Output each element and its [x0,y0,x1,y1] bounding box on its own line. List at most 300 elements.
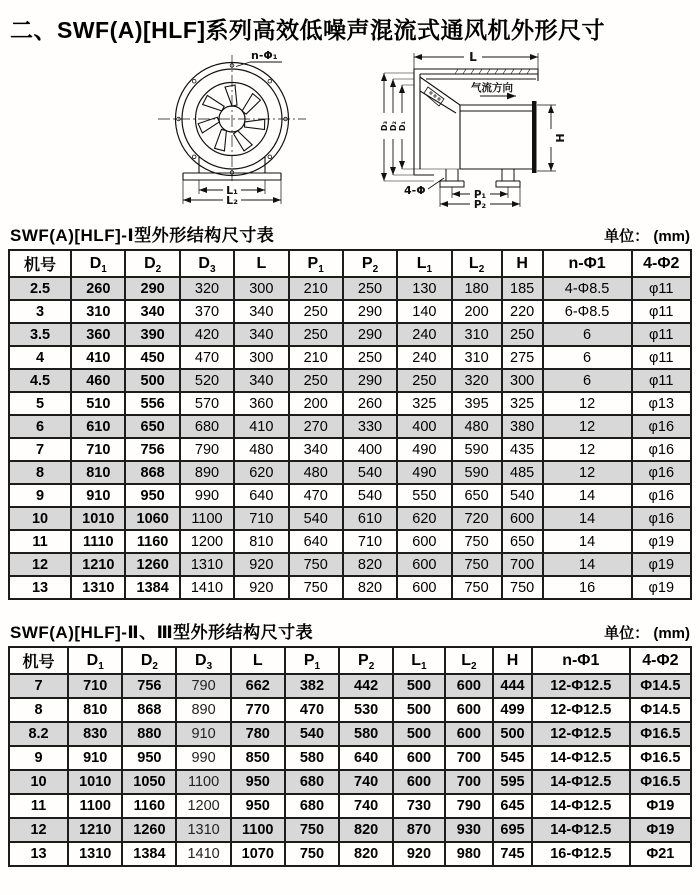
table-cell: 360 [71,323,125,346]
table-cell: 320 [452,369,502,392]
column-header: $D_1$ [71,250,125,277]
table-cell: 1070 [231,842,285,866]
table-cell: 210 [289,346,343,369]
table-cell: 12-Φ12.5 [532,698,630,722]
table-cell: 820 [339,842,393,866]
table-cell: 14 [543,484,632,507]
table-cell: 710 [71,438,125,461]
dim-label-d3: D₃ [380,120,389,132]
table-cell: 600 [397,530,451,553]
table-row [9,722,691,746]
table-cell: 250 [289,300,343,323]
dim-label-d2: D₂ [389,120,398,132]
table-row [9,323,691,346]
column-header: 机号 [9,647,68,674]
table-cell: 680 [180,415,234,438]
table-cell: 750 [289,553,343,576]
column-header: $L_2$ [452,250,502,277]
table-cell: 710 [234,507,288,530]
table-cell: 740 [339,794,393,818]
table-cell: 500 [393,722,444,746]
table-cell: 1160 [125,530,179,553]
table-cell: 7 [9,674,68,698]
table-cell: 680 [285,770,339,794]
table-cell: 610 [71,415,125,438]
table-cell: 645 [493,794,532,818]
table-row [9,698,691,722]
table-cell: 590 [452,461,502,484]
column-header: $D_3$ [180,250,234,277]
table-cell: 810 [71,461,125,484]
table-cell: 750 [289,576,343,599]
table-cell: 868 [125,461,179,484]
table-cell: Φ14.5 [630,674,691,698]
table-cell: φ16 [632,415,691,438]
table-cell: φ19 [632,530,691,553]
table-cell: 480 [452,415,502,438]
table-cell: 12 [543,461,632,484]
table-cell: 810 [234,530,288,553]
table-cell: Φ21 [630,842,691,866]
table-cell: 750 [502,576,543,599]
table-cell: 600 [445,674,494,698]
table-cell: 810 [68,698,122,722]
header-row [9,647,691,674]
table-cell: 550 [397,484,451,507]
table-cell: 600 [445,722,494,746]
table-cell: 370 [180,300,234,323]
table-cell: 340 [125,300,179,323]
table-cell: 290 [343,369,397,392]
table-row [9,392,691,415]
table-cell: 310 [452,323,502,346]
page-title: 二、SWF(A)[HLF]系列高效低噪声混流式通风机外形尺寸 [10,17,606,43]
table-cell: 650 [502,530,543,553]
table-cell: 1310 [71,576,125,599]
table-cell: φ11 [632,323,691,346]
table-row [9,277,691,300]
table-cell: 750 [452,530,502,553]
table-cell: 10 [9,507,71,530]
table-cell: 1260 [122,818,176,842]
table-cell: 910 [71,484,125,507]
fan-front-view-drawing [124,47,342,211]
table-cell: 650 [125,415,179,438]
table-cell: 500 [125,369,179,392]
table-cell: 3 [9,300,71,323]
table-cell: 250 [397,369,451,392]
table-cell: 8 [9,698,68,722]
table-cell: 980 [445,842,494,866]
table-cell: 1010 [71,507,125,530]
column-header: L [231,647,285,674]
table-cell: 200 [452,300,502,323]
column-header: $P_2$ [343,250,397,277]
table-cell: 11 [9,794,68,818]
table-cell: φ16 [632,507,691,530]
table-cell: 600 [502,507,543,530]
table-cell: 8.2 [9,722,68,746]
table-cell: 410 [71,346,125,369]
table-cell: 8 [9,461,71,484]
table-cell: 700 [445,746,494,770]
table-cell: 920 [234,553,288,576]
type2-3-dimensions-table [8,646,692,867]
table-cell: 730 [393,794,444,818]
table-cell: 12-Φ12.5 [532,722,630,746]
table-cell: 1310 [180,553,234,576]
table-cell: 850 [231,746,285,770]
table-cell: 12 [543,392,632,415]
table-cell: Φ19 [630,818,691,842]
table-cell: 570 [180,392,234,415]
table-cell: Φ16.5 [630,746,691,770]
table-cell: 750 [285,842,339,866]
table-cell: 745 [493,842,532,866]
table-cell: 500 [393,674,444,698]
table-cell: 470 [285,698,339,722]
table-row [9,415,691,438]
column-header: $P_2$ [339,647,393,674]
table-cell: 890 [180,461,234,484]
table-row [9,346,691,369]
column-header: $P_1$ [289,250,343,277]
table-cell: 9 [9,746,68,770]
table-cell: 7 [9,438,71,461]
table-cell: 260 [71,277,125,300]
table-cell: 662 [231,674,285,698]
table-cell: 330 [343,415,397,438]
table-cell: 910 [176,722,230,746]
table-cell: 250 [289,369,343,392]
table-cell: 756 [122,674,176,698]
table-cell: 290 [343,300,397,323]
table-cell: 300 [234,346,288,369]
table-row [9,461,691,484]
table-cell: 400 [397,415,451,438]
table-cell: 580 [339,722,393,746]
table-cell: 340 [234,369,288,392]
bolt-circle-label: n-Φ₁ [251,49,278,62]
table-cell: φ11 [632,346,691,369]
table-cell: 545 [493,746,532,770]
dim-label-l2: L₂ [226,194,238,207]
table-cell: 4 [9,346,71,369]
table-cell: 12 [543,415,632,438]
table-cell: 2.5 [9,277,71,300]
table-cell: φ11 [632,300,691,323]
table-cell: 710 [343,530,397,553]
table-cell: 310 [71,300,125,323]
table-cell: 240 [397,323,451,346]
table-cell: 340 [289,438,343,461]
table-cell: 435 [502,438,543,461]
table-cell: 1100 [180,507,234,530]
table-cell: 1210 [71,553,125,576]
table-cell: 1100 [68,794,122,818]
table-cell: 1310 [176,818,230,842]
table-cell: 950 [231,770,285,794]
table-cell: 1200 [180,530,234,553]
table-cell: 270 [289,415,343,438]
table-cell: 790 [445,794,494,818]
table-cell: 480 [234,438,288,461]
table-cell: 640 [234,484,288,507]
table-cell: 11 [9,530,71,553]
table-cell: 600 [397,553,451,576]
table-cell: 325 [397,392,451,415]
table-cell: 382 [285,674,339,698]
table-cell: 485 [502,461,543,484]
table-cell: 310 [452,346,502,369]
table-cell: Φ16.5 [630,770,691,794]
table-cell: 500 [393,698,444,722]
table-row [9,794,691,818]
table-cell: 250 [343,346,397,369]
table-row [9,369,691,392]
column-header: $L_2$ [445,647,494,674]
table-cell: 320 [180,277,234,300]
table-cell: 750 [452,553,502,576]
table-cell: 14-Φ12.5 [532,818,630,842]
table-cell: φ16 [632,484,691,507]
table-cell: 680 [285,794,339,818]
column-header: $P_1$ [285,647,339,674]
table-row [9,484,691,507]
table-cell: 420 [180,323,234,346]
column-header: 4-Φ2 [632,250,691,277]
table-cell: 260 [343,392,397,415]
table-row [9,300,691,323]
table-cell: 130 [397,277,451,300]
table-cell: 650 [452,484,502,507]
table-cell: 300 [502,369,543,392]
column-header: $D_3$ [176,647,230,674]
table-cell: 12 [9,553,71,576]
table-cell: 400 [343,438,397,461]
table-cell: 6 [9,415,71,438]
dim-label-h: H [554,133,567,143]
table-cell: Φ16.5 [630,722,691,746]
table1-unit-label: 单位： (mm) [604,228,690,245]
table-cell: 185 [502,277,543,300]
table-cell: 770 [231,698,285,722]
table-cell: 180 [452,277,502,300]
table-cell: 830 [68,722,122,746]
table-cell: 275 [502,346,543,369]
table-cell: 14 [543,530,632,553]
table-cell: 290 [343,323,397,346]
table-cell: 530 [339,698,393,722]
table-cell: 930 [445,818,494,842]
table-cell: φ19 [632,576,691,599]
table-cell: 16 [543,576,632,599]
table-row [9,674,691,698]
table-cell: 1010 [68,770,122,794]
column-header: 4-Φ2 [630,647,691,674]
table-cell: 600 [393,770,444,794]
column-header: H [493,647,532,674]
table-cell: 870 [393,818,444,842]
table-cell: 200 [289,392,343,415]
table-cell: 250 [289,323,343,346]
dim-label-l1: L₁ [226,184,238,197]
table-cell: 590 [452,438,502,461]
table-row [9,576,691,599]
table-cell: 6-Φ8.5 [543,300,632,323]
table-cell: 790 [176,674,230,698]
table-cell: 5 [9,392,71,415]
column-header: n-Φ1 [532,647,630,674]
table-cell: 990 [176,746,230,770]
table-cell: 890 [176,698,230,722]
table-cell: 540 [343,461,397,484]
table2-caption-row [10,618,690,643]
table-cell: 3.5 [9,323,71,346]
table-cell: 1384 [122,842,176,866]
column-header: L [234,250,288,277]
table-cell: 340 [234,323,288,346]
table-cell: 640 [339,746,393,770]
table-cell: 300 [234,277,288,300]
table-cell: 490 [397,461,451,484]
table-row [9,553,691,576]
table-cell: 1060 [125,507,179,530]
table-cell: 950 [231,794,285,818]
table-cell: 14-Φ12.5 [532,770,630,794]
table-cell: 6 [543,323,632,346]
table-cell: 1260 [125,553,179,576]
table-row [9,842,691,866]
table-cell: 580 [285,746,339,770]
table-cell: 6 [543,369,632,392]
table1-title: SWF(A)[HLF]-Ⅰ型外形结构尺寸表 [10,226,275,245]
table-cell: 9 [9,484,71,507]
column-header: n-Φ1 [543,250,632,277]
table-cell: 220 [502,300,543,323]
table-cell: 444 [493,674,532,698]
table-cell: 480 [289,461,343,484]
table-cell: 868 [122,698,176,722]
table-cell: 750 [452,576,502,599]
table-cell: 410 [234,415,288,438]
table-cell: 500 [493,722,532,746]
table-cell: 820 [343,576,397,599]
table-cell: 540 [289,507,343,530]
table-cell: 4-Φ8.5 [543,277,632,300]
table-cell: 710 [68,674,122,698]
table-cell: 1410 [180,576,234,599]
table-cell: 700 [502,553,543,576]
table-cell: 14-Φ12.5 [532,746,630,770]
type1-dimensions-table [8,249,692,600]
table-cell: 750 [285,818,339,842]
foot-bolt-label: 4-Φ [404,184,426,197]
table-cell: 950 [125,484,179,507]
technical-drawings [8,47,692,215]
table-cell: 470 [180,346,234,369]
table-cell: 695 [493,818,532,842]
table-cell: 790 [180,438,234,461]
table-cell: 12 [543,438,632,461]
table-cell: 210 [289,277,343,300]
table-cell: 1384 [125,576,179,599]
table-cell: φ13 [632,392,691,415]
table-cell: 4.5 [9,369,71,392]
table-cell: 910 [68,746,122,770]
table-cell: 16-Φ12.5 [532,842,630,866]
table-cell: 740 [339,770,393,794]
table-cell: Φ14.5 [630,698,691,722]
table-cell: 10 [9,770,68,794]
table-cell: 6 [543,346,632,369]
table-cell: 470 [289,484,343,507]
table-cell: 990 [180,484,234,507]
table-row [9,818,691,842]
table-cell: 1050 [122,770,176,794]
table-cell: 540 [285,722,339,746]
table-cell: 325 [502,392,543,415]
table-cell: 540 [502,484,543,507]
table-cell: 1160 [122,794,176,818]
column-header: $L_1$ [397,250,451,277]
table-cell: 950 [122,746,176,770]
table-cell: 390 [125,323,179,346]
table-cell: 490 [397,438,451,461]
table-cell: 880 [122,722,176,746]
table-cell: 920 [234,576,288,599]
header-row [9,250,691,277]
table-cell: 720 [452,507,502,530]
table-cell: 595 [493,770,532,794]
table-cell: 442 [339,674,393,698]
table-cell: 1210 [68,818,122,842]
table2-unit-label: 单位： (mm) [604,625,690,642]
table-cell: 13 [9,576,71,599]
table-row [9,507,691,530]
column-header: $L_1$ [393,647,444,674]
table-cell: 1110 [71,530,125,553]
table-cell: 620 [397,507,451,530]
table-cell: 380 [502,415,543,438]
table1-caption-row [10,221,690,246]
table-cell: 460 [71,369,125,392]
table-cell: 1200 [176,794,230,818]
table-cell: 1100 [231,818,285,842]
table-cell: 556 [125,392,179,415]
table-cell: 820 [339,818,393,842]
airflow-direction-label: 气流方向 [471,82,513,94]
table-cell: 700 [445,770,494,794]
table-row [9,746,691,770]
table-cell: 620 [234,461,288,484]
table-cell: 920 [393,842,444,866]
table-cell: 290 [125,277,179,300]
fan-side-view-drawing [368,47,576,211]
table-cell: 756 [125,438,179,461]
table-cell: 640 [289,530,343,553]
table2-title: SWF(A)[HLF]-Ⅱ、Ⅲ型外形结构尺寸表 [10,623,314,642]
dim-label-p1: P₁ [473,189,487,201]
table-cell: 250 [502,323,543,346]
table-cell: 540 [343,484,397,507]
table-cell: 499 [493,698,532,722]
table-cell: 510 [71,392,125,415]
table-cell: 14-Φ12.5 [532,794,630,818]
table-cell: 450 [125,346,179,369]
table-cell: 600 [445,698,494,722]
table-cell: 1100 [176,770,230,794]
